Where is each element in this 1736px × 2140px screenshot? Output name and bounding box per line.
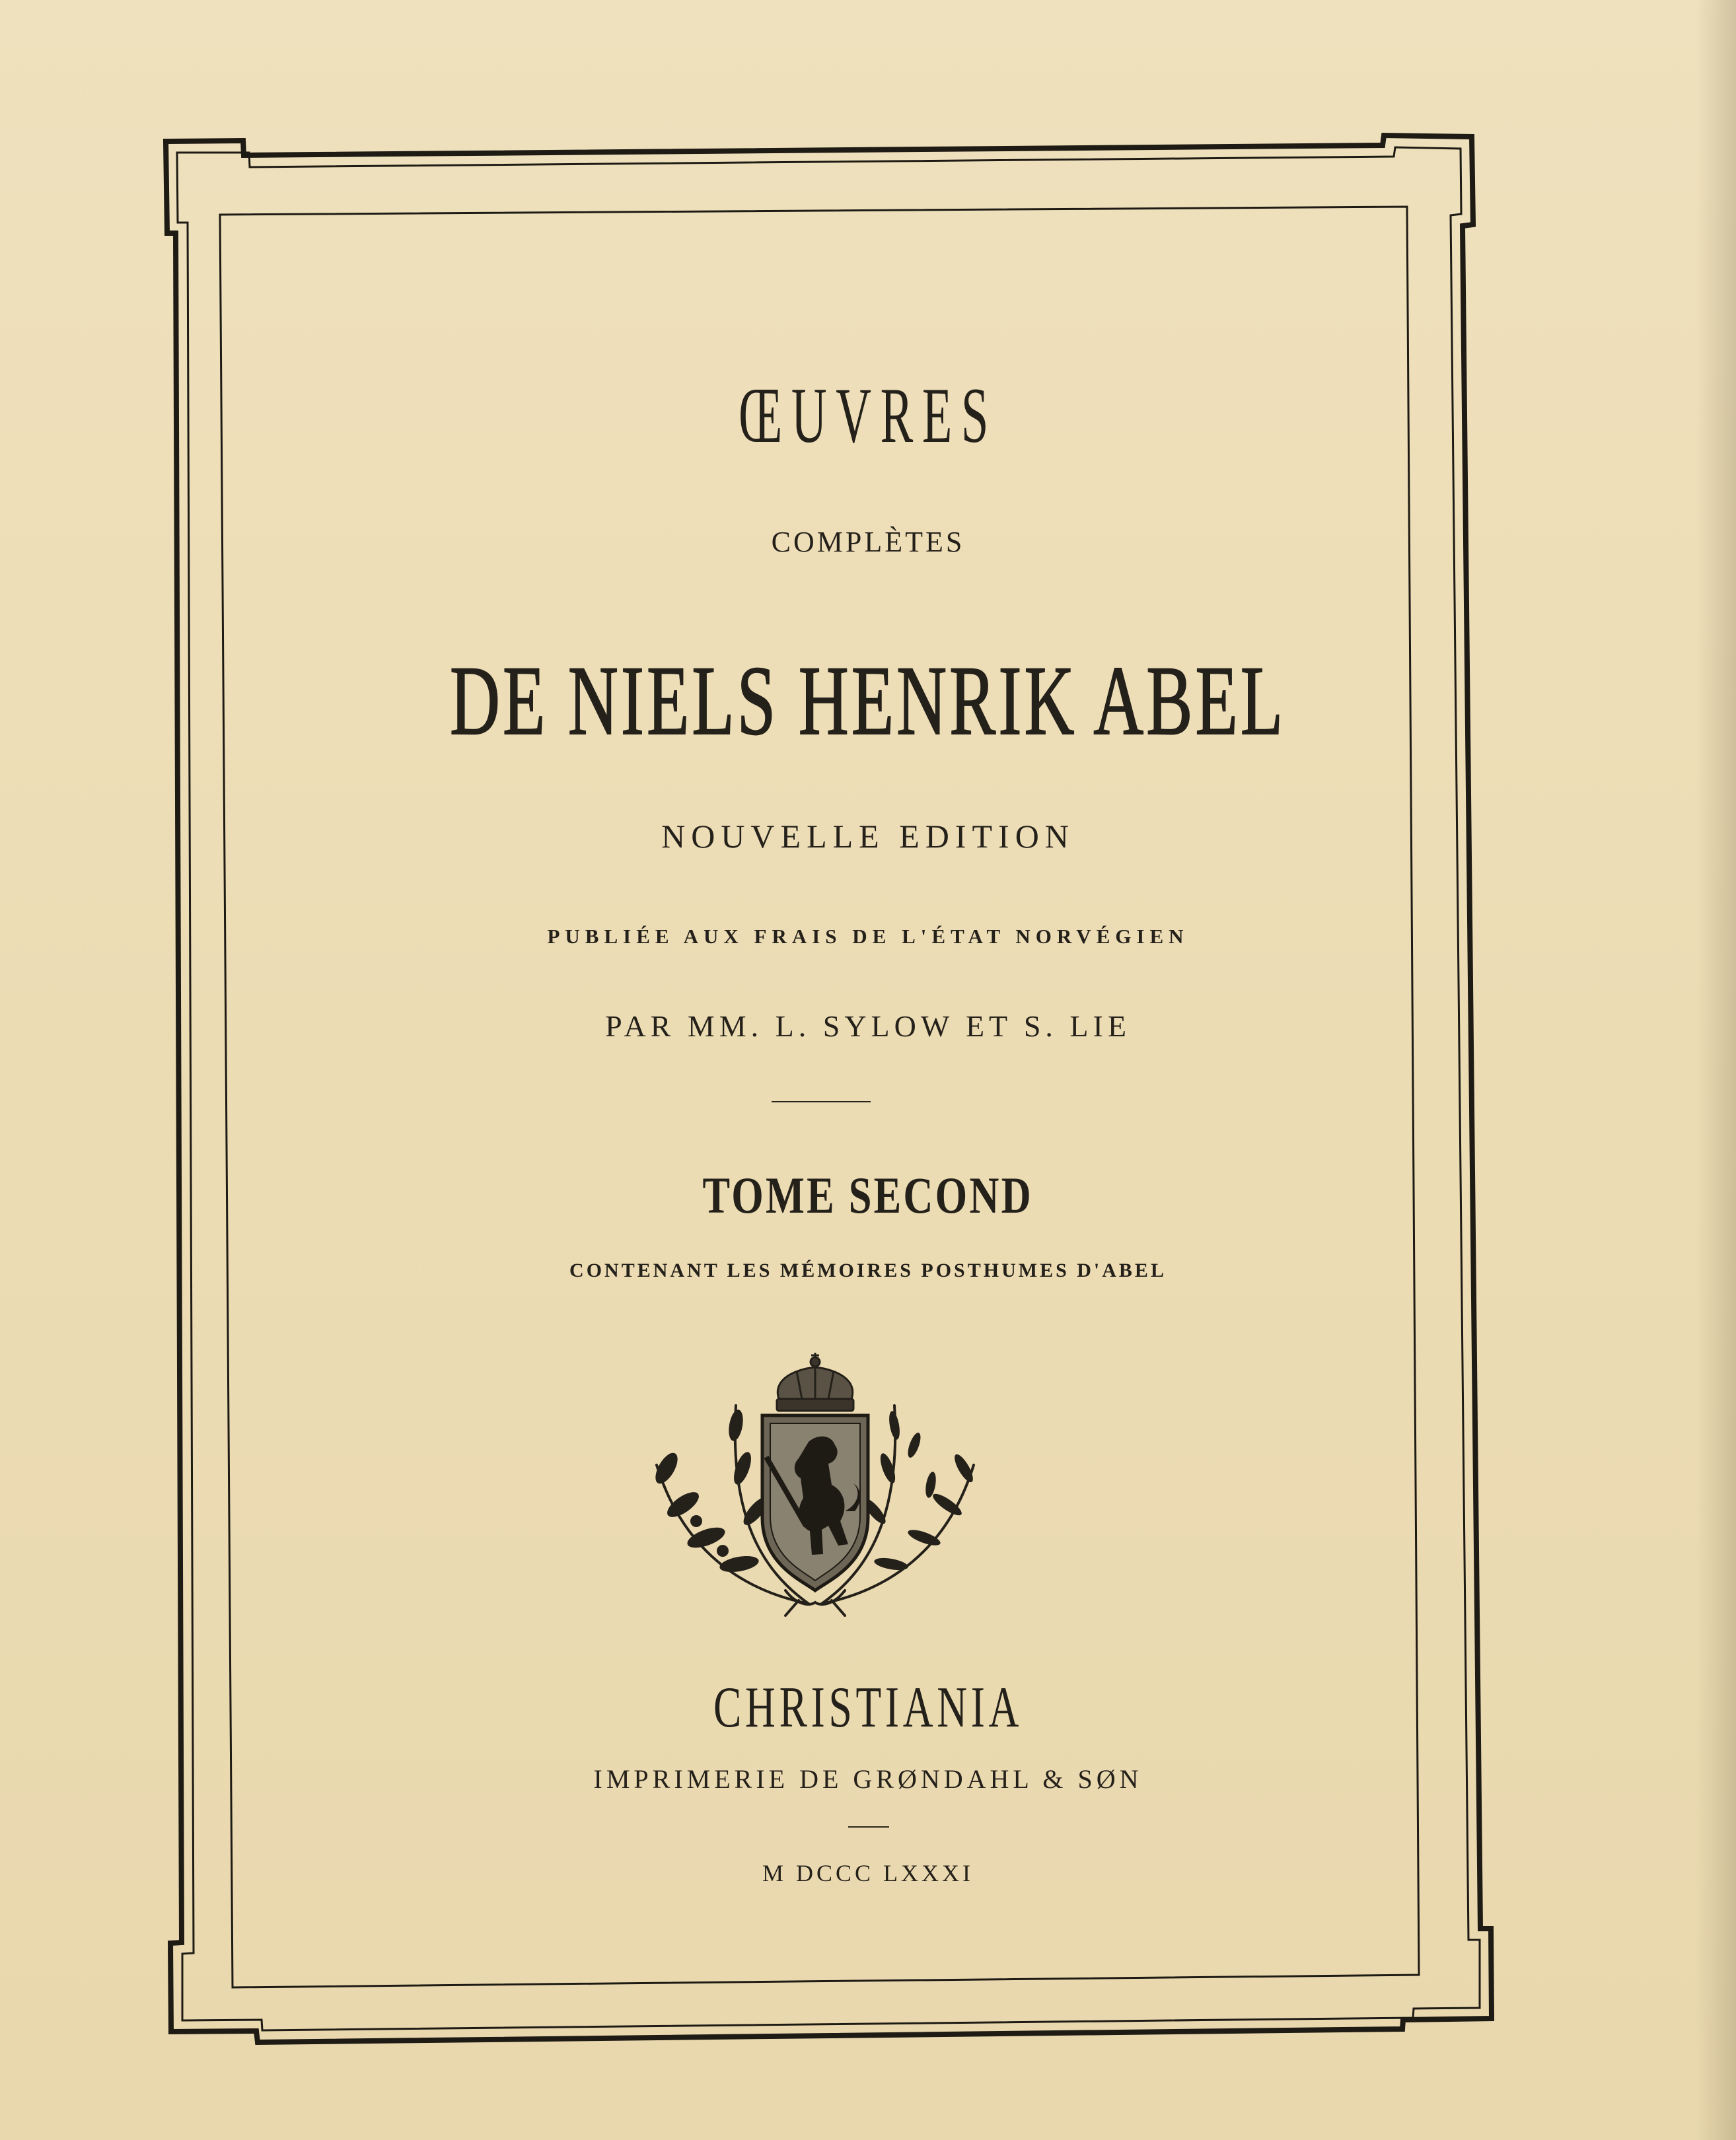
city-name: CHRISTIANIA — [713, 1676, 1023, 1740]
publication-line: PUBLIÉE AUX FRAIS DE L'ÉTAT NORVÉGIEN — [547, 925, 1189, 948]
title-completes: COMPLÈTES — [771, 526, 965, 558]
edition-line: NOUVELLE EDITION — [661, 818, 1075, 855]
contents-line: CONTENANT LES MÉMOIRES POSTHUMES D'ABEL — [569, 1260, 1167, 1281]
title-oeuvres: ŒUVRES — [739, 371, 997, 459]
divider-rule — [772, 1101, 871, 1102]
norwegian-coat-of-arms-icon — [630, 1353, 1000, 1617]
publication-year: M DCCC LXXXI — [762, 1860, 974, 1886]
volume-title: TOME SECOND — [702, 1166, 1034, 1224]
author-name: DE NIELS HENRIK ABEL — [450, 646, 1286, 756]
printer-line: IMPRIMERIE DE GRØNDAHL & SØN — [593, 1764, 1143, 1794]
editors-line: PAR MM. L. SYLOW ET S. LIE — [605, 1009, 1131, 1043]
divider-rule-small — [848, 1826, 889, 1828]
